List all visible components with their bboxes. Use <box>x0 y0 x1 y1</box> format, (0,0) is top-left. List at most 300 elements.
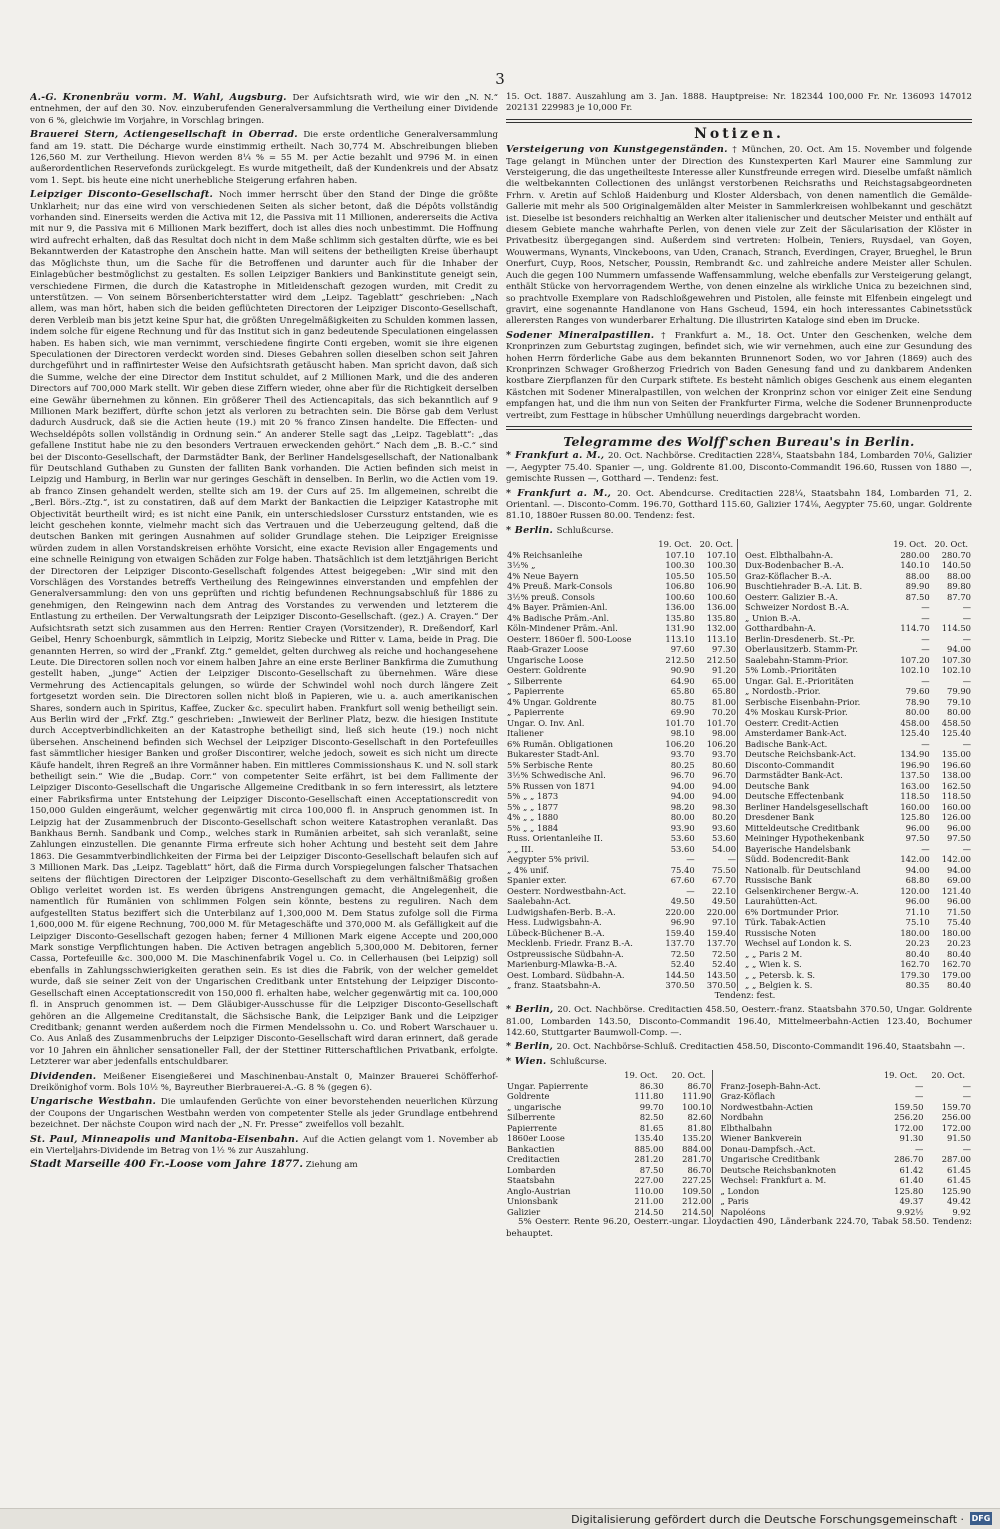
article-1-text: Die erste ordentliche Generalversammlung fand am 19. statt. Die Décharge wurde einstimmig ertheilt. Nach 30,774 M. Abschreibungen blieben 126,560 M. zur Vertheilung. Hievon werden 8¼ % = 55 M. per Actie bezahlt und 9796 M. in einen außerordentlichen Reservefonds zurückgelegt. Es wurde mitgetheilt, daß der Kundenkreis und der Absatz vom 1. Sept. bis heute eine nicht unerhebliche Steigerung erfahren haben. <box>30 130 498 186</box>
berlin-label-cell: „ „ Paris 2 M. <box>745 948 803 959</box>
wien-label-cell: Donau-Dampfsch.-Act. <box>720 1143 816 1154</box>
berlin-value-cell: 143.50 <box>706 969 737 980</box>
wien-value-cell: — <box>962 1143 971 1154</box>
berlin-value-cell: 136.00 <box>706 602 737 613</box>
wien-label-cell: Nordbahn <box>720 1112 764 1123</box>
berlin-value-cell: 142.00 <box>900 854 930 865</box>
wien-value-cell: 281.20 <box>634 1154 664 1165</box>
berlin-value-cell: 87.50 <box>905 591 930 602</box>
berlin-value-cell: 54.00 <box>712 843 737 854</box>
berlin-row <box>506 760 972 771</box>
berlin-value-cell: 94.00 <box>670 780 695 791</box>
berlin-row <box>506 875 972 886</box>
berlin-label-cell: 4% Bayer. Prämien-Anl. <box>507 602 608 613</box>
berlin-header-cell: 19. Oct. <box>893 539 927 550</box>
berlin-value-cell: 75.50 <box>712 864 737 875</box>
berlin-value-cell: 220.00 <box>665 906 695 917</box>
berlin-value-cell: 52.40 <box>670 959 695 970</box>
berlin-label-cell: Oesterr. Nordwestbahn-Act. <box>507 885 627 896</box>
berlin-value-cell: 64.90 <box>670 675 695 686</box>
berlin-value-cell: 80.00 <box>947 707 971 718</box>
notiz-1-text: † Frankfurt a. M., 18. Oct. Unter den Geschenken, welche dem Kronprinzen zum Geburtstag zugingen, befindet sich, wie wir vernehmen, auch eine zur Gesundung des hohen Herrn förderliche Gabe aus dem bekannten Brunnenort Soden, wo vor Jahren (1869) auch des Kronprinzen Schwager Großherzog Friedrich von Baden Genesung fand und zu dankbarem Andenken kostbare Zierpflanzen für den Curpark stiftete. Es besteht nämlich obiges Geschenk aus einem eleganten Kästchen mit Sodener Mineralpastillen, von welchen der Kronprinz schon vor einiger Zeit eine Sendung empfangen hat, und die ihm nun von Seiten der Frankfurter Firma, welche die Sodener Brunnenproducte vertreibt, zum Festtage in hübscher Umhüllung neuerdings dargebracht worden. <box>506 330 972 421</box>
berlin-value-cell: 101.70 <box>706 717 737 728</box>
berlin-value-cell: 137.70 <box>706 938 737 949</box>
berlin-value-cell: 136.00 <box>665 602 695 613</box>
wien-row <box>506 1165 972 1176</box>
telegram-0-head: * Frankfurt a. M., <box>506 450 608 462</box>
berlin-value-cell: 71.10 <box>905 906 930 917</box>
berlin-value-cell: — <box>921 675 930 686</box>
berlin-label-cell: Hess. Ludwigsbahn-A. <box>507 917 602 928</box>
berlin-row <box>506 739 972 750</box>
section-rule <box>506 119 972 123</box>
berlin-label-cell: „ Papierrente <box>507 707 564 718</box>
wien-header-cell <box>506 1070 617 1081</box>
berlin-label-cell: Disconto-Commandit <box>745 759 835 770</box>
berlin-nach-0-text: 20. Oct. Nachbörse. Creditactien 458.50, Oesterr.-franz. Staatsbahn 370.50, Ungar. Goldrente 81.00, Lombarden 143.50, Disconto-Commandit 196.40, Mittelmeerbahn-Actien 123.40, Bochumer 142.60, Stuttgarter Baumwoll-Comp. —. <box>506 1005 972 1038</box>
berlin-row <box>506 802 972 813</box>
wien-row <box>506 1175 972 1186</box>
berlin-value-cell: 79.90 <box>947 686 971 697</box>
berlin-value-cell: 138.00 <box>941 770 971 781</box>
wien-row <box>506 1196 972 1207</box>
berlin-value-cell: 137.70 <box>665 938 695 949</box>
wien-value-cell: 159.70 <box>941 1101 971 1112</box>
berlin-value-cell: 67.60 <box>670 875 695 886</box>
wien-value-cell: 256.20 <box>894 1112 924 1123</box>
telegram-1 <box>506 488 972 523</box>
notizen-list <box>506 144 972 422</box>
berlin-value-cell: 102.10 <box>900 665 930 676</box>
telegram-list <box>506 450 972 537</box>
notiz-1-head: Sodener Mineralpastillen. <box>506 329 662 341</box>
wien-row <box>506 1144 972 1155</box>
berlin-value-cell: 90.90 <box>670 665 695 676</box>
berlin-value-cell: 118.50 <box>941 791 971 802</box>
wien-value-cell: — <box>915 1143 924 1154</box>
berlin-value-cell: 69.00 <box>947 875 971 886</box>
notiz-1 <box>506 330 972 422</box>
berlin-value-cell: 67.70 <box>712 875 737 886</box>
berlin-value-cell: 107.10 <box>665 549 695 560</box>
berlin-value-cell: 80.60 <box>712 759 737 770</box>
berlin-nachboerse-list <box>506 1004 972 1068</box>
wien-value-cell: 61.45 <box>947 1175 971 1186</box>
berlin-label-cell: 4% Reichsanleihe <box>507 549 583 560</box>
berlin-value-cell: 114.50 <box>941 623 971 634</box>
wien-label-cell: Lombarden <box>507 1164 556 1175</box>
berlin-label-cell: „ „ Belgien k. S. <box>745 980 813 991</box>
berlin-nach-2 <box>506 1056 972 1068</box>
berlin-value-cell: 80.00 <box>905 707 930 718</box>
berlin-row <box>506 770 972 781</box>
wien-label-cell: Unionsbank <box>507 1196 558 1207</box>
wien-value-cell: 99.70 <box>639 1101 664 1112</box>
berlin-label-cell: 4% Neue Bayern <box>507 570 579 581</box>
berlin-header-cell <box>506 539 654 550</box>
berlin-label-cell: Ungar. Gal. E.-Prioritäten <box>745 675 854 686</box>
telegram-1-text: 20. Oct. Abendcurse. Creditactien 228¼, Staatsbahn 184, Lombarden 71, 2. Orientanl. —. Disconto-Comm. 196.70, Gotthard 115.60, Galizier 174⅛, Aegypter 75.60, ungar. Goldrente 81.10, 1880er Russen 80.00. Tendenz: fest. <box>506 488 972 522</box>
wien-label-cell: Creditactien <box>507 1154 560 1165</box>
berlin-value-cell: 196.60 <box>941 759 971 770</box>
berlin-label-cell: Deutsche Reichsbank-Act. <box>745 749 857 760</box>
berlin-value-cell: 135.80 <box>665 612 695 623</box>
wien-value-cell: 884.00 <box>682 1143 712 1154</box>
berlin-label-cell: Graz-Köflacher B.-A. <box>745 570 832 581</box>
berlin-value-cell: 98.20 <box>670 801 695 812</box>
berlin-value-cell: 107.20 <box>900 654 930 665</box>
berlin-label-cell: 5% Lomb.-Prioritäten <box>745 665 837 676</box>
berlin-value-cell: 97.50 <box>947 833 971 844</box>
berlin-value-cell: 125.80 <box>900 812 930 823</box>
wien-header-cell: 19. Oct. <box>883 1070 918 1081</box>
berlin-label-cell: 3½% Schwedische Anl. <box>507 770 606 781</box>
berlin-value-cell: 93.90 <box>670 822 695 833</box>
berlin-label-cell: 4% Ungar. Goldrente <box>507 696 597 707</box>
berlin-value-cell: 71.50 <box>947 906 971 917</box>
berlin-value-cell: 94.00 <box>947 644 971 655</box>
berlin-value-cell: 80.25 <box>670 759 695 770</box>
wien-value-cell: 214.50 <box>634 1206 664 1217</box>
berlin-label-cell: Buschtiehrader B.-A. Lit. B. <box>745 581 863 592</box>
berlin-value-cell: 97.60 <box>670 644 695 655</box>
telegram-1-head: * Frankfurt a. M., <box>506 487 618 499</box>
wien-row <box>506 1154 972 1165</box>
berlin-value-cell: 80.75 <box>670 696 695 707</box>
berlin-row <box>506 560 972 571</box>
article-3 <box>30 1071 498 1095</box>
berlin-label-cell: Bayerische Handelsbank <box>745 843 851 854</box>
berlin-row <box>506 718 972 729</box>
berlin-value-cell: 72.50 <box>712 948 737 959</box>
berlin-nach-0-head: * Berlin, <box>506 1004 558 1016</box>
berlin-value-cell: 80.00 <box>670 812 695 823</box>
stadt-marseille-head: Stadt Marseille 400 Fr.-Loose vom Jahre 1877. <box>30 1158 304 1171</box>
telegram-2 <box>506 525 972 537</box>
berlin-label-cell: Gelsenkirchener Bergw.-A. <box>745 885 859 896</box>
berlin-value-cell: 100.60 <box>706 591 737 602</box>
wien-value-cell: 125.90 <box>941 1185 971 1196</box>
wien-value-cell: 87.50 <box>639 1164 664 1175</box>
wien-value-cell: 212.00 <box>682 1196 712 1207</box>
berlin-value-cell: 96.00 <box>905 896 930 907</box>
berlin-value-cell: 94.00 <box>670 791 695 802</box>
berlin-value-cell: 96.70 <box>712 770 737 781</box>
berlin-value-cell: — <box>686 854 695 865</box>
berlin-value-cell: 280.00 <box>900 549 930 560</box>
wien-label-cell: Silberrente <box>507 1112 556 1123</box>
berlin-value-cell: 70.20 <box>712 707 737 718</box>
berlin-value-cell: 113.10 <box>665 633 695 644</box>
berlin-value-cell: 22.10 <box>712 885 737 896</box>
wien-value-cell: 287.00 <box>941 1154 971 1165</box>
article-2-text: Noch immer herrscht über den Stand der Dinge die größte Unklarheit; nur das eine wird von verschiedenen Seiten als sicher betont, daß die Dépôts vollständig vorhanden sind. Einerseits werden die Activa mit 12, die Passiva mit 11 Millionen, andererseits die Activa mit nur 9, die Passiva mit 6 Millionen Mark beziffert, doch ist alles dies noch unbestimmt. Die Hoffnung wird aufrecht erhalten, daß das Resultat doch nicht in dem Maße schlimm sich gestalten dürfte, wie es bei Bekanntwerden der Katastrophe den Anschein hatte. Man will seitens der betheiligten Kreise überhaupt das Möglichste thun, um die Sache für die Betroffenen und darunter auch für die Inhaber der Einlagebücher bestmöglichst zu gestalten. Es sollen Leipziger Bankiers und Bankinstitute geneigt sein, verschiedene Firmen, die durch die Katastrophe in Mitleidenschaft gezogen wurden, mit Credit zu unterstützen. — Von seinem Börsenberichterstatter wird dem „Leipz. Tageblatt“ geschrieben: „Nach allem, was man hört, haben sich die beiden geflüchteten Directoren der Leipziger Disconto-Gesellschaft, deren Verbleib man bis jetzt keine Spur hat, die größten Unregelmäßigkeiten zu Schulden kommen lassen, indem solche für eigene Rechnung und für das Institut sich in ganz bedeutende Speculationen eingelassen haben. Es haben sich, wie man vernimmt, verschiedene fingirte Conti ergeben, womit sie ihre eigenen Speculationen der Directoren verdeckt worden sind. Dieses Gebahren sollen dieselben schon seit Jahren durchgeführt und in raffinirtester Weise den Aufsichtsrath getäuscht haben. Man spricht davon, daß sich die Summe, welche der eine Director dem Institut schuldet, auf 2 Millionen Mark, und die des anderen Directors auf 700,000 Mark stellt. Wir geben diese Ziffern wieder, ohne aber für die Richtigkeit derselben eine Gewähr übernehmen zu können. Ein größerer Theil des Actiencapitals, das sich bekanntlich auf 9 Millionen Mark beziffert, dürfte schon jetzt als verloren zu betrachten sein. Die Börse gab dem Verlust dadurch Ausdruck, daß sie die Actien heute (19.) mit 20 % franco Zinsen handelte. Die Effecten- und Wechseldépôts sollen vollständig in Ordnung sein.“ An anderer Stelle sagt das „Leipz. Tageblatt“: „das gefallene Institut habe nie zu den besonders Vertrauen erweckenden gehört.“ Nach dem „B. B.-C.“ sind bei der Disconto-Gesellschaft, der Darmstädter Bank, der Berliner Handelsgesellschaft, der Nationalbank für Deutschland Guthaben zu Gunsten der falliten Bank vorhanden. Die Actien befinden sich meist in Leipzig und Hamburg, in Berlin war nur geringes Geschäft in denselben. In Berlin, wo die Actien vom 19. ab franco Zinsen gehandelt werden, stellte sich am 19. der Curs auf 25. Im allgemeinen, schreibt die „Berl. Börs.-Ztg.“, ist zu constatiren, daß auf dem Markt der Bankactien die Leipziger Katastrophe mit Objectivität beurtheilt wird; es ist nicht eine Panik, ein unterschiedsloser Curssturz entstanden, wie es leicht geschehen konnte, vielmehr macht sich das Vertrauen und die Ueberzeugung geltend, daß die deutschen Banken mit geringen Ausnahmen auf solider Grundlage stehen. Die Leipziger Ereignisse würden zudem in allen Vorstandskreisen erhöhte Vorsicht, eine exacte Revision aller Engagements und eine schnelle Reinigung von etwaigen Schäden zur Folge haben. Thatsächlich ist dem letztjährigen Bericht der Directoren der Leipziger Disconto-Gesellschaft folgendes Attest beigegeben: „Wir sind mit den Vorschlägen des Vorstandes betreffs Vertheilung des Reingewinnes einverstanden und empfehlen der Generalversammlung: den von uns geprüften und richtig befundenen Rechnungsabschluß für 1886 zu genehmigen, den Reingewinn nach dem Antrag des Vorstandes zu verwenden und letzterem die Entlastung zu ertheilen. Der Verwaltungsrath der Leipziger Disconto-Gesellschaft. (gez.) A. Crayen.“ Der Aufsichtsrath setzt sich zusammen aus den Herren: Rentier Crayen (Vorsitzender), R. Dreßendorf, Karl Geibel, Henry Schoenburgk, sämmtlich in Leipzig, Moritz Siebecke und Ritter v. Lama, beide in Prag. Die genannten Herren, so wird der „Frankf. Ztg.“ gemeldet, gelten durchweg als reiche und hochangesehene Leute. Die Directoren sollen noch vor einem halben Jahre an eine erste Berliner Bankfirma die Zumuthung gestellt haben, „junge“ Actien der Leipziger Disconto-Gesellschaft zu übernehmen. Wäre diese Vermehrung des Actiencapitals gelungen, so würde der Schwindel wohl noch durch längere Zeit fortgesetzt worden sein. Die Directoren sollen nicht bloß in Papieren, wie u. a. auch amerikanischen Shares, sondern auch in Spiritus, Kaffee, Zucker &c. speculirt haben. Frankfurt soll wenig betheiligt sein. Aus Berlin wird der „Frkf. Ztg.“ geschrieben: „Inwieweit der Berliner Platz, bezw. die hiesigen Institute durch Acceptverbindlichkeiten an der Katastrophe betheiligt sind, ließ sich heute (19.) noch nicht übersehen. Anscheinend befinden sich Wechsel der Leipziger Disconto-Gesellschaft in den Portefeuilles fast sämmtlicher hiesiger Banken und großer Discontirer, welche jedoch, soweit es sich nicht um directe Käufe handelt, ihren Regreß an ihre Vormänner haben. Ein mittleres Commissionshaus K. und N. soll stark betheiligt sein.“ Wie die „Budap. Corr.“ von competenter Seite erfährt, ist bei dem Fallimente der Leipziger Disconto-Gesellschaft die Ungarische Allgemeine Creditbank in so fern interessirt, als letztere einer Fabriksfirma unter Entstehung der Leipziger Disconto-Gesellschaft einen Acceptationscredit von 150,000 Gulden eingeräumt, welcher gegenwärtig mit circa 100,000 fl. in Anspruch genommen ist. In Leipzig hat der Zusammenbruch der Disconto-Gesellschaft schon weitere Katastrophen veranlaßt. Das Bankhaus Bernh. Sandbank und Comp., welches stark in Rumänien arbeitet, sah sich veranlaßt, seine Zahlungen einzustellen. Die genannte Firma erfreute sich hoher Achtung und besteht seit dem Jahre 1863. Die Gesammtverbindlichkeiten der Firma bei der Leipziger Disconto-Gesellschaft belaufen sich auf 3 Millionen Mark. Das „Leipz. Tageblatt“ hört, daß die Firma durch Vorspiegelungen falscher Thatsachen seitens der flüchtigen Directoren der Leipziger Disconto-Gesellschaft zu dem verhältnißmäßig großen Obligo verleitet worden ist. Es werden übrigens Anstrengungen gemacht, die Angelegenheit, die namentlich für Rumänien von schlimmen Folgen sein könnte, bestens zu reguliren. Nach dem aufgestellten Status beziffert sich die Unterbilanz auf 1,300,000 M. Dem Status zufolge soll die Firma 1,600,000 M. für eigene Rechnung, 700,000 M. für Metageschäfte und 370,000 M. als Gefälligkeit auf die Leipziger Disconto-Gesellschaft gezogen haben; ferner 4 Millionen Mark eigene Accepte und 200,000 Mark sonstige Verpflichtungen haben. Die Activen betragen angeblich 5,300,000 M. Debitoren, ferner Cassa, Portefeuille &c. 300,000 M. Die Maschinenfabrik Vogel u. Co. in Cellerhausen (bei Leipzig) soll ebenfalls in Zahlungsschwierigkeiten gerathen sein. Es ist dies die Fabrik, von der welcher gemeldet wurde, daß sie seiner Zeit von der Ungarischen Creditbank unter Entstehung der Leipziger Disconto-Gesellschaft einen Acceptationscredit von 150,000 fl. erhalten habe, welcher gegenwärtig mit ca. 100,000 fl. in Anspruch genommen ist. — Dem Gläubiger-Ausschusse für die Leipziger Disconto-Gesellschaft gehören an die Allgemeine Creditanstalt, die Sächsische Bank, die Leipziger Bank und die Leipziger Creditbank; genannt werden außerdem noch die Firmen Mendelssohn u. Co. und Robert Warschauer u. Co. Aus Anlaß des Zusammenbruchs der Leipziger Disconto-Gesellschaft wird daran erinnert, daß gerade vor 10 Jahren ein ähnlicher sensationeller Fall, der der Stettiner Ritterschaftlichen Privatbank, erfolgte. Letzterer war aber jedenfalls entschuldbarer. <box>30 190 498 1068</box>
berlin-value-cell: 106.20 <box>706 738 737 749</box>
article-1 <box>30 129 498 187</box>
section-rule <box>506 426 972 430</box>
berlin-label-cell: Amsterdamer Bank-Act. <box>745 728 847 739</box>
berlin-value-cell: 96.90 <box>670 917 695 928</box>
berlin-row <box>506 697 972 708</box>
berlin-value-cell: 72.50 <box>670 948 695 959</box>
wien-value-cell: 9.92 <box>952 1206 971 1217</box>
wien-label-cell: 1860er Loose <box>507 1133 565 1144</box>
article-0 <box>30 92 498 127</box>
berlin-label-cell: Bukarester Stadt-Anl. <box>507 749 600 760</box>
berlin-value-cell: 107.10 <box>706 549 737 560</box>
berlin-value-cell: 98.00 <box>712 728 737 739</box>
wien-value-cell: 172.00 <box>894 1122 924 1133</box>
berlin-label-cell: Russische Noten <box>745 927 817 938</box>
notiz-0 <box>506 144 972 328</box>
berlin-value-cell: 102.10 <box>941 665 971 676</box>
berlin-value-cell: 118.50 <box>900 791 930 802</box>
berlin-value-cell: — <box>921 843 930 854</box>
article-0-head: A.-G. Kronenbräu vorm. M. Wahl, Augsburg. <box>30 92 293 103</box>
berlin-value-cell: 220.00 <box>706 906 737 917</box>
berlin-value-cell: 140.10 <box>900 560 930 571</box>
berlin-value-cell: 162.50 <box>941 780 971 791</box>
wien-header-cell <box>719 1070 876 1081</box>
berlin-value-cell: 81.00 <box>712 696 737 707</box>
berlin-value-cell: 49.50 <box>670 896 695 907</box>
berlin-value-cell: 87.70 <box>947 591 971 602</box>
berlin-value-cell: 125.40 <box>900 728 930 739</box>
berlin-label-cell: 5% „ „ 1884 <box>507 822 559 833</box>
berlin-value-cell: 458.00 <box>900 717 930 728</box>
berlin-value-cell: 20.23 <box>947 938 971 949</box>
berlin-label-cell: Wechsel auf London k. S. <box>745 938 852 949</box>
berlin-row <box>506 707 972 718</box>
page-number: 3 <box>495 70 505 88</box>
berlin-label-cell: Laurahütten-Act. <box>745 896 818 907</box>
berlin-label-cell: Dux-Bodenbacher B.-A. <box>745 560 844 571</box>
berlin-label-cell: Ungarische Loose <box>507 654 584 665</box>
wien-label-cell: Bankactien <box>507 1143 555 1154</box>
berlin-value-cell: 280.70 <box>941 549 971 560</box>
wien-value-cell: 227.00 <box>634 1175 664 1186</box>
berlin-label-cell: Mecklenb. Friedr. Franz B.-A. <box>507 938 633 949</box>
wien-label-cell: Papierrente <box>507 1122 557 1133</box>
wien-value-cell: 9.92½ <box>896 1206 924 1217</box>
wien-row <box>506 1112 972 1123</box>
wien-value-cell: 61.42 <box>899 1164 924 1175</box>
berlin-quotes-table <box>506 539 972 991</box>
berlin-label-cell: Mitteldeutsche Creditbank <box>745 822 860 833</box>
berlin-nach-1-text: 20. Oct. Nachbörse-Schluß. Creditactien 458.50, Disconto-Commandit 196.40, Staatsbahn —. <box>556 1042 966 1053</box>
berlin-value-cell: 162.70 <box>900 959 930 970</box>
stadt-marseille-item <box>30 1159 498 1171</box>
berlin-label-cell: Dresdener Bank <box>745 812 814 823</box>
berlin-label-cell: Gotthardbahn-A. <box>745 623 816 634</box>
berlin-row <box>506 581 972 592</box>
berlin-row <box>506 665 972 676</box>
berlin-row <box>506 907 972 918</box>
berlin-value-cell: 180.00 <box>900 927 930 938</box>
berlin-label-cell: Spanier exter. <box>507 875 567 886</box>
berlin-value-cell: 126.00 <box>941 812 971 823</box>
article-3-text: Meißener Eisengießerei und Maschinenbau-Anstalt 0, Mainzer Brauerei Schöfferhof-Dreikönighof vorm. Bols 10½ %, Bayreuther Bierbrauerei-A.-G. 8 % (gegen 6). <box>30 1071 498 1093</box>
berlin-label-cell: Aegypter 5% privil. <box>507 854 590 865</box>
berlin-row <box>506 550 972 561</box>
telegram-0-text: 20. Oct. Nachbörse. Creditactien 228¼, Staatsbahn 184, Lombarden 70⅛, Galizier —, Aegypter 75.40. Spanier —, ung. Goldrente 81.00, Disconto-Commandit 196.60, Russen von 1880 —, gemischte Russen —, Gotthard —. Tendenz: fest. <box>506 451 972 485</box>
berlin-label-cell: 4% Moskau Kursk-Prior. <box>745 707 848 718</box>
wien-value-cell: 159.50 <box>894 1101 924 1112</box>
berlin-value-cell: 212.50 <box>665 654 695 665</box>
wien-label-cell: Franz-Joseph-Bahn-Act. <box>720 1080 821 1091</box>
wien-value-cell: 82.50 <box>639 1112 664 1123</box>
wien-row <box>506 1123 972 1134</box>
berlin-label-cell: 4% Badische Präm.-Anl. <box>507 612 609 623</box>
berlin-label-cell: Köln-Mindener Präm.-Anl. <box>507 623 618 634</box>
article-5-head: St. Paul, Minneapolis und Manitoba-Eisenbahn. <box>30 1133 303 1145</box>
wien-value-cell: 86.70 <box>687 1080 712 1091</box>
berlin-value-cell: 94.00 <box>905 864 930 875</box>
wien-value-cell: 82.60 <box>687 1112 712 1123</box>
berlin-value-cell: 96.70 <box>670 770 695 781</box>
berlin-label-cell: Russ. Orientanleihe II. <box>507 833 603 844</box>
berlin-label-cell: 4% „ „ 1880 <box>507 812 559 823</box>
berlin-label-cell: Deutsche Effectenbank <box>745 791 844 802</box>
wien-value-cell: 100.10 <box>682 1101 712 1112</box>
berlin-value-cell: 96.00 <box>947 896 971 907</box>
berlin-label-cell: „ Papierrente <box>507 686 564 697</box>
berlin-value-cell: 162.70 <box>941 959 971 970</box>
berlin-value-cell: 107.30 <box>941 654 971 665</box>
berlin-label-cell: Serbische Eisenbahn-Prior. <box>745 696 861 707</box>
berlin-row <box>506 613 972 624</box>
berlin-row <box>506 676 972 687</box>
berlin-label-cell: Oesterr. 1860er fl. 500-Loose <box>507 633 632 644</box>
berlin-value-cell: 93.70 <box>712 749 737 760</box>
berlin-header-cell <box>744 539 889 550</box>
berlin-value-cell: 212.50 <box>706 654 737 665</box>
berlin-row <box>506 833 972 844</box>
article-2 <box>30 189 498 1068</box>
berlin-value-cell: — <box>921 633 930 644</box>
article-2-head: Leipziger Disconto-Gesellschaft. <box>30 189 220 201</box>
berlin-label-cell: 6% Rumän. Obligationen <box>507 738 614 749</box>
berlin-value-cell: 79.60 <box>905 686 930 697</box>
berlin-value-cell: 159.40 <box>706 927 737 938</box>
berlin-row <box>506 655 972 666</box>
berlin-row <box>506 686 972 697</box>
berlin-value-cell: 163.00 <box>900 780 930 791</box>
berlin-value-cell: 65.80 <box>670 686 695 697</box>
berlin-value-cell: 160.00 <box>941 801 971 812</box>
berlin-value-cell: 137.50 <box>900 770 930 781</box>
berlin-row <box>506 728 972 739</box>
berlin-label-cell: Russische Bank <box>745 875 812 886</box>
berlin-value-cell: 100.30 <box>706 560 737 571</box>
berlin-value-cell: 131.90 <box>665 623 695 634</box>
berlin-value-cell: 370.50 <box>665 980 695 991</box>
berlin-label-cell: Berliner Handelsgesellschaft <box>745 801 869 812</box>
berlin-value-cell: 49.50 <box>712 896 737 907</box>
berlin-value-cell: 97.30 <box>712 644 737 655</box>
berlin-row <box>506 571 972 582</box>
berlin-value-cell: — <box>962 602 971 613</box>
wien-row <box>506 1081 972 1092</box>
berlin-value-cell: 65.80 <box>712 686 737 697</box>
wien-value-cell: — <box>962 1091 971 1102</box>
wien-header-cell: 20. Oct. <box>671 1070 706 1081</box>
berlin-label-cell: „ Silberrente <box>507 675 563 686</box>
berlin-label-cell: Saalebahn-Stamm-Prior. <box>745 654 849 665</box>
berlin-value-cell: 75.40 <box>670 864 695 875</box>
berlin-value-cell: 114.70 <box>900 623 930 634</box>
berlin-value-cell: 98.10 <box>670 728 695 739</box>
berlin-row <box>506 623 972 634</box>
berlin-value-cell: — <box>727 854 737 865</box>
berlin-value-cell: 106.80 <box>665 581 695 592</box>
stadt-marseille-text: Ziehung am <box>305 1160 358 1171</box>
berlin-value-cell: 91.20 <box>712 665 737 676</box>
berlin-nach-1-head: * Berlin, <box>506 1041 557 1053</box>
berlin-row <box>506 928 972 939</box>
wien-label-cell: „ Paris <box>720 1196 749 1207</box>
berlin-header-cell: 19. Oct. <box>658 539 692 550</box>
berlin-value-cell: 93.60 <box>712 822 737 833</box>
wien-value-cell: 111.90 <box>682 1091 712 1102</box>
berlin-value-cell: — <box>962 738 971 749</box>
berlin-value-cell: 135.00 <box>941 749 971 760</box>
berlin-value-cell: 75.40 <box>947 917 971 928</box>
berlin-label-cell: 5% Serbische Rente <box>507 759 593 770</box>
wien-value-cell: 49.42 <box>947 1196 971 1207</box>
right-column <box>506 92 972 1502</box>
notizen-title: Notizen. <box>694 125 784 142</box>
berlin-row <box>506 917 972 928</box>
berlin-label-cell: Italiener <box>507 728 544 739</box>
berlin-value-cell: 96.00 <box>905 822 930 833</box>
berlin-value-cell: — <box>921 602 930 613</box>
wien-row <box>506 1186 972 1197</box>
berlin-label-cell: Oest. Lombard. Südbahn-A. <box>507 969 625 980</box>
wien-value-cell: 125.80 <box>894 1185 924 1196</box>
berlin-value-cell: 20.23 <box>905 938 930 949</box>
berlin-row <box>506 896 972 907</box>
berlin-label-cell: „ franz. Staatsbahn-A. <box>507 980 601 991</box>
berlin-label-cell: Raab-Grazer Loose <box>507 644 589 655</box>
berlin-label-cell: 5% „ „ 1873 <box>507 791 559 802</box>
wien-value-cell: 86.30 <box>639 1080 664 1091</box>
berlin-row <box>506 980 972 991</box>
berlin-row <box>506 938 972 949</box>
wien-value-cell: 286.70 <box>894 1154 924 1165</box>
wien-value-cell: — <box>962 1080 971 1091</box>
berlin-label-cell: Oesterr. Credit-Actien <box>745 717 839 728</box>
berlin-row <box>506 644 972 655</box>
wien-header-row <box>506 1070 972 1081</box>
berlin-row <box>506 949 972 960</box>
berlin-value-cell: 101.70 <box>665 717 695 728</box>
berlin-value-cell: — <box>962 675 971 686</box>
berlin-value-cell: 179.30 <box>900 969 930 980</box>
wien-value-cell: 135.20 <box>682 1133 712 1144</box>
berlin-value-cell: — <box>921 612 930 623</box>
berlin-row <box>506 886 972 897</box>
berlin-value-cell: 88.00 <box>905 570 930 581</box>
stadt-marseille-continued: 15. Oct. 1887. Auszahlung am 3. Jan. 1888. Hauptpreise: Nr. 182344 100,000 Fr. Nr. 136093 147012 202131 229983 je 10,000 Fr. <box>506 92 972 114</box>
wien-label-cell: Ungar. Papierrente <box>507 1080 589 1091</box>
berlin-value-cell: 160.00 <box>900 801 930 812</box>
berlin-label-cell: „ „ Petersb. k. S. <box>745 969 816 980</box>
wien-value-cell: 214.50 <box>682 1206 712 1217</box>
berlin-header-cell: 20. Oct. <box>699 539 734 550</box>
berlin-value-cell: 120.00 <box>900 885 930 896</box>
wien-label-cell: Graz-Köflach <box>720 1091 776 1102</box>
